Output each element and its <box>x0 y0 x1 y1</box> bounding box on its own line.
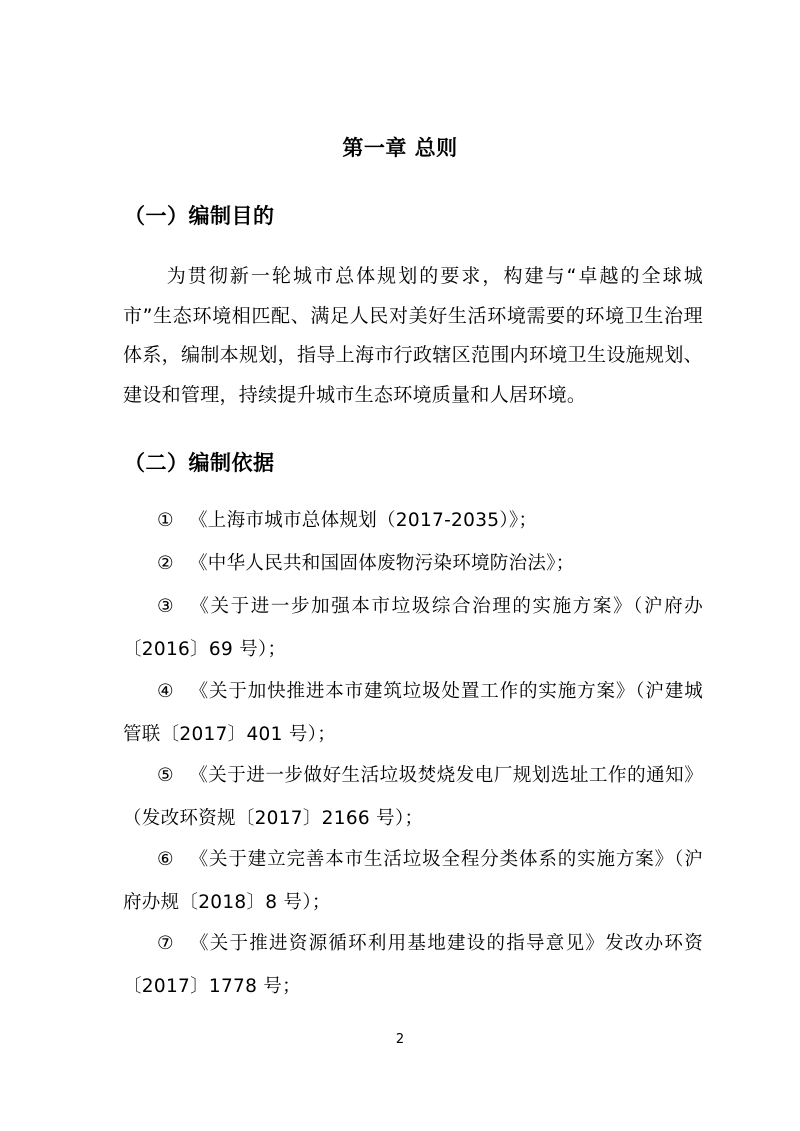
reference-number: ④ <box>157 681 174 702</box>
reference-text: 《关于推进资源循环利用基地建设的指导意见》发改办环资〔2017〕1778 号； <box>123 933 703 997</box>
section-heading-purpose: （一）编制目的 <box>124 204 275 228</box>
reference-item <box>123 542 703 585</box>
section-heading-basis: （二）编制依据 <box>124 451 275 475</box>
reference-item <box>123 838 703 924</box>
reference-number: ② <box>157 553 174 574</box>
reference-text: 《中华人民共和国固体废物污染环境防治法》； <box>189 553 575 574</box>
reference-number: ① <box>157 510 174 531</box>
reference-item <box>123 499 703 542</box>
chapter-title: 第一章 总则 <box>342 136 458 160</box>
reference-text: 《关于进一步做好生活垃圾焚烧发电厂规划选址工作的通知》（发改环资规〔2017〕2166 号）； <box>123 765 703 829</box>
reference-item <box>123 585 703 671</box>
reference-number: ⑤ <box>157 765 174 786</box>
reference-text: 《上海市城市总体规划（2017-2035）》； <box>189 510 538 531</box>
reference-number: ⑥ <box>157 849 174 870</box>
reference-text: 《关于进一步加强本市垃圾综合治理的实施方案》（沪府办〔2016〕69 号）； <box>123 596 703 660</box>
purpose-paragraph-text: 为贯彻新一轮城市总体规划的要求，构建与“卓越的全球城市”生态环境相匹配、满足人民对美好生活环境需要的环境卫生治理体系，编制本规划，指导上海市行政辖区范围内环境卫生设施规划、建设和管理，持续提升城市生态环境质量和人居环境。 <box>123 265 703 406</box>
reference-number: ⑦ <box>157 933 174 954</box>
reference-item <box>123 754 703 840</box>
page-number: 2 <box>395 1032 405 1047</box>
reference-number: ③ <box>157 596 174 617</box>
reference-item <box>123 922 703 1008</box>
purpose-paragraph <box>123 257 703 415</box>
reference-text: 《关于加快推进本市建筑垃圾处置工作的实施方案》（沪建城管联〔2017〕401 号）； <box>123 681 703 745</box>
reference-text: 《关于建立完善本市生活垃圾全程分类体系的实施方案》（沪府办规〔2018〕8 号）； <box>123 849 703 913</box>
reference-item <box>123 670 703 756</box>
